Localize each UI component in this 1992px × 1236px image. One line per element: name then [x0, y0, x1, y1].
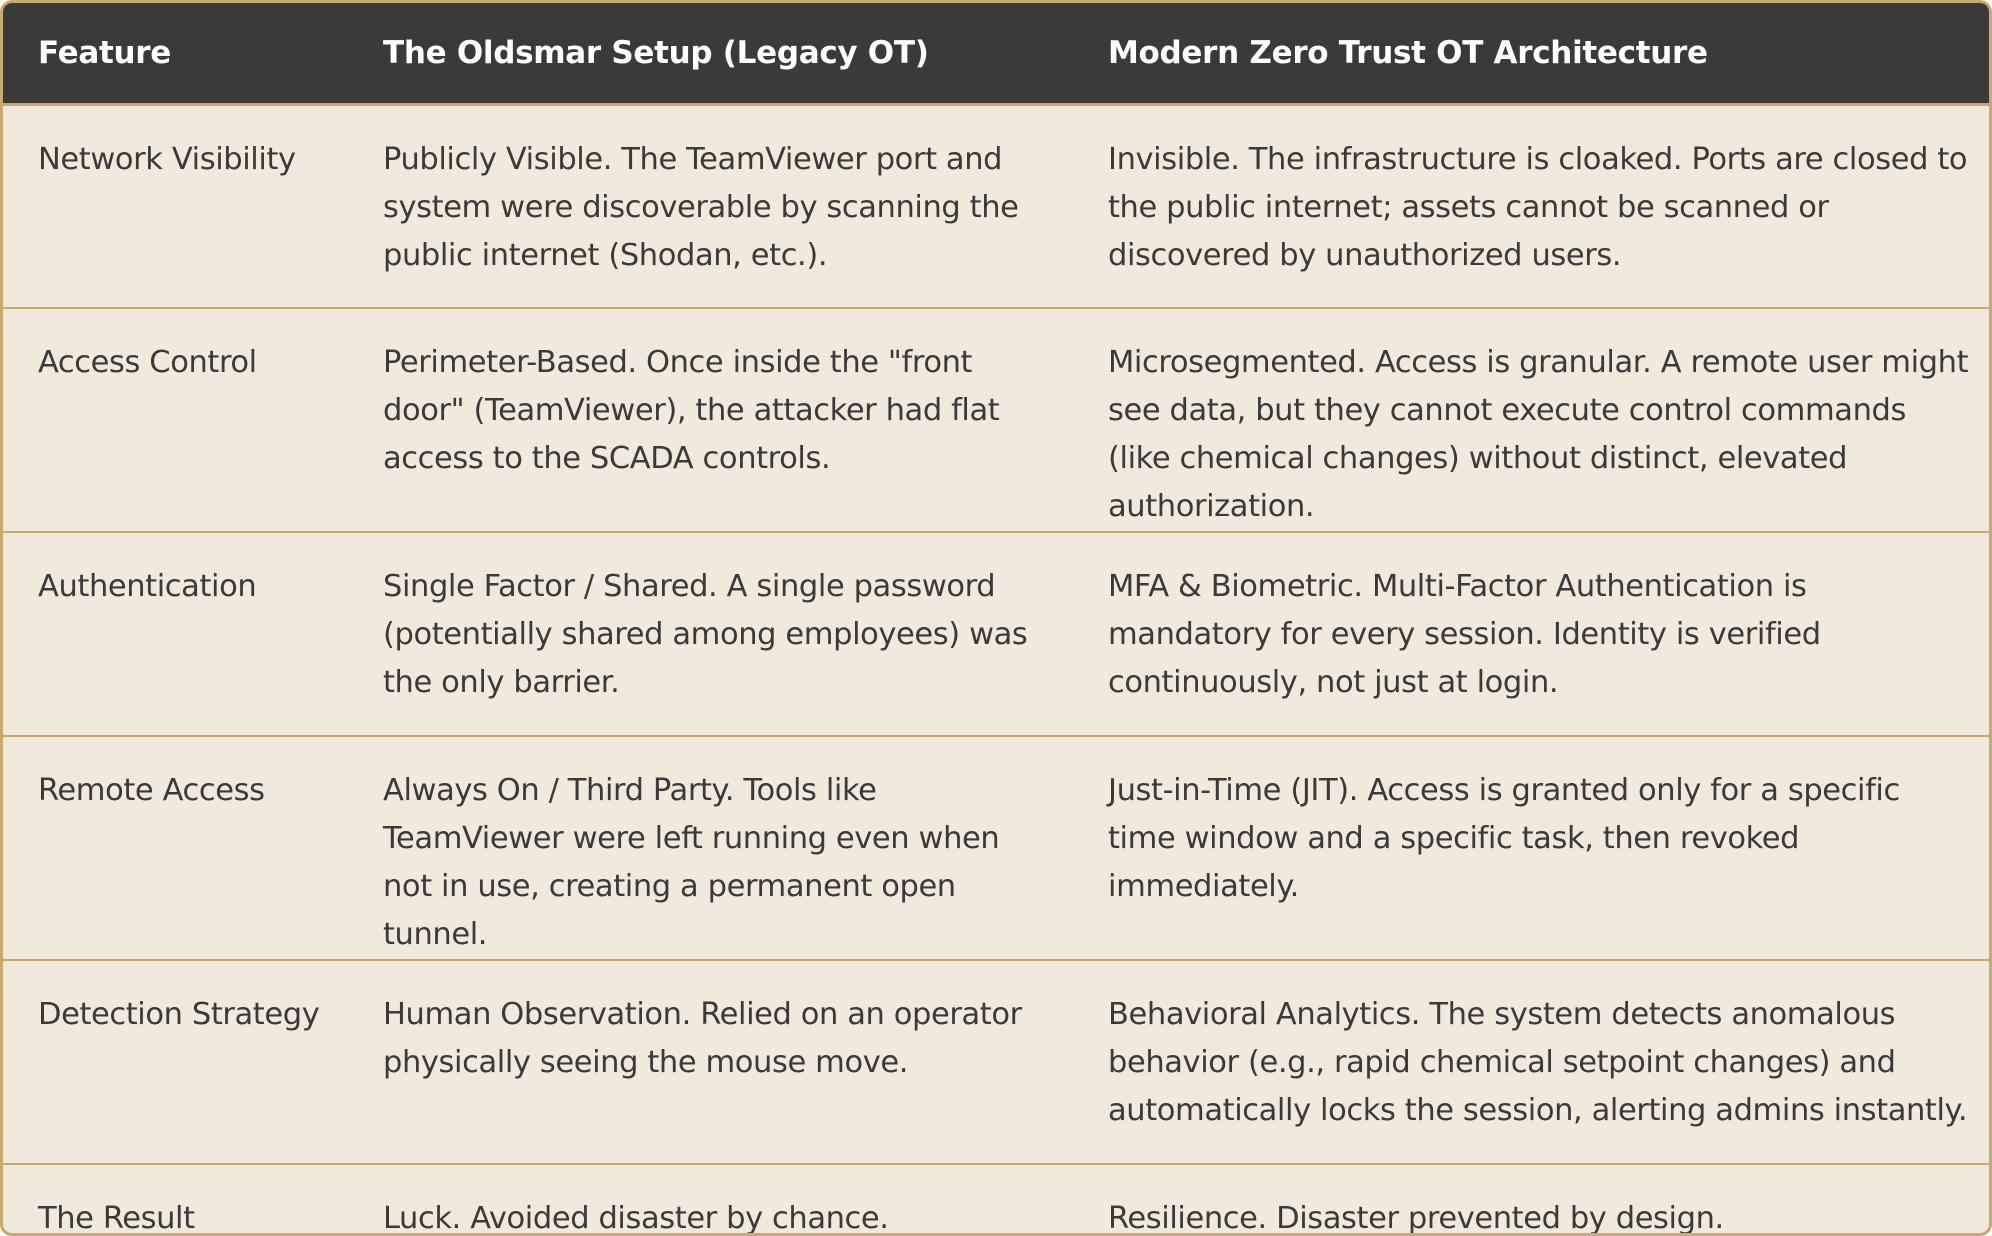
header-row: [3, 3, 1989, 104]
legacy-cell: Publicly Visible. The TeamViewer port and system were discoverable by scanning the public internet (Shodan, etc.).: [383, 141, 1019, 273]
feature-cell: The Result: [3, 1164, 348, 1236]
feature-cell: Detection Strategy: [3, 960, 348, 1164]
legacy-cell: Always On / Third Party. Tools like TeamViewer were left running even when not in use, creating a permanent open tunnel.: [348, 736, 1073, 960]
legacy-cell: Luck. Avoided disaster by chance.: [348, 1164, 1073, 1236]
table-row: [3, 532, 1989, 736]
table-body: [3, 104, 1989, 1236]
table-row: [3, 104, 1989, 308]
table-row: [3, 960, 1989, 1164]
feature-cell: Network Visibility: [38, 141, 296, 177]
table-header: [3, 3, 1989, 104]
header-zero-trust: Modern Zero Trust OT Architecture: [1073, 3, 1989, 104]
comparison-table: [3, 3, 1989, 1236]
feature-cell: Remote Access: [3, 736, 348, 960]
header-legacy-ot: The Oldsmar Setup (Legacy OT): [348, 3, 1073, 104]
zero-trust-cell: Microsegmented. Access is granular. A remote user might see data, but they cannot execute control commands (like chemical changes) without distinct, elevated authorization.: [1073, 308, 1989, 532]
zero-trust-cell: Resilience. Disaster prevented by design.: [1073, 1164, 1989, 1236]
legacy-cell: Human Observation. Relied on an operator physically seeing the mouse move.: [348, 960, 1073, 1164]
header-feature: Feature: [3, 3, 348, 104]
legacy-cell: Single Factor / Shared. A single password (potentially shared among employees) was the only barrier.: [348, 532, 1073, 736]
legacy-cell: Perimeter-Based. Once inside the "front door" (TeamViewer), the attacker had flat access to the SCADA controls.: [348, 308, 1073, 532]
zero-trust-cell: Just-in-Time (JIT). Access is granted only for a specific time window and a specific task, then revoked immediately.: [1073, 736, 1989, 960]
zero-trust-cell: MFA & Biometric. Multi-Factor Authentication is mandatory for every session. Identity is verified continuously, not just at login.: [1073, 532, 1989, 736]
feature-cell: Authentication: [3, 532, 348, 736]
table-row: [3, 308, 1989, 532]
feature-cell: Access Control: [3, 308, 348, 532]
zero-trust-cell: Invisible. The infrastructure is cloaked. Ports are closed to the public internet; assets cannot be scanned or discovered by unauthorized users.: [1108, 141, 1968, 273]
table-row: [3, 1164, 1989, 1236]
zero-trust-cell: Behavioral Analytics. The system detects anomalous behavior (e.g., rapid chemical setpoint changes) and automatically locks the session, alerting admins instantly.: [1073, 960, 1989, 1164]
table-row: [3, 736, 1989, 960]
